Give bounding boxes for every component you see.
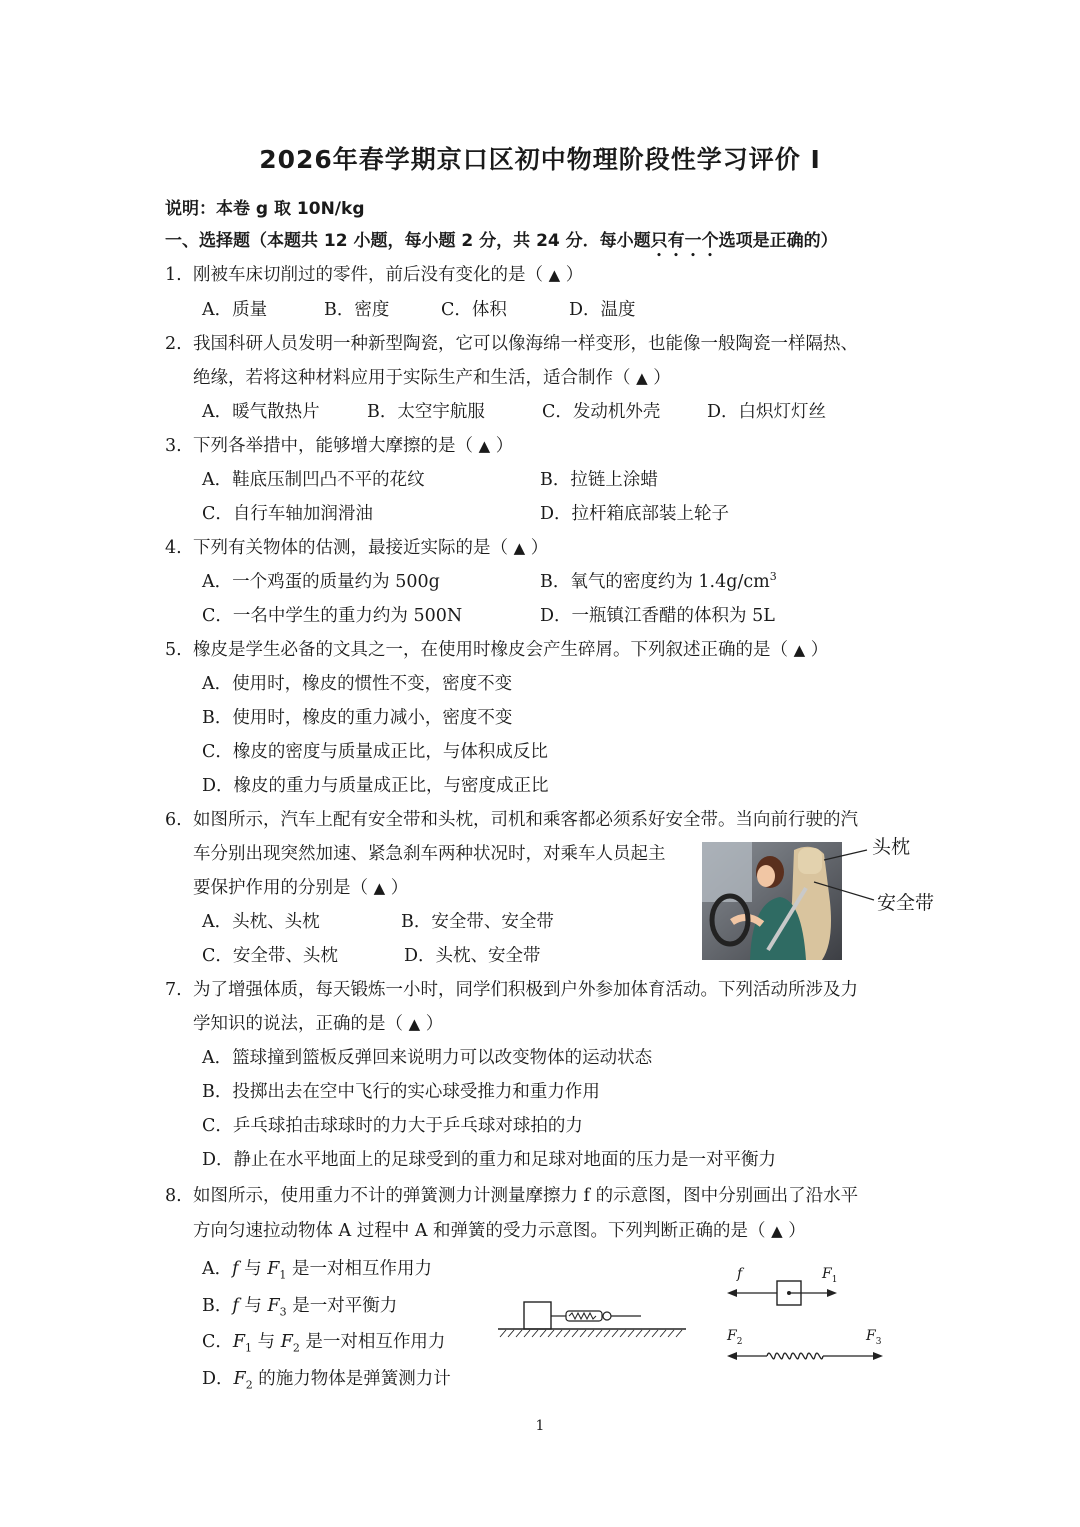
q4-option-d[interactable]: D．一瓶镇江香醋的体积为 5L — [540, 606, 775, 626]
label-f2: $F_2$ — [727, 1328, 743, 1347]
question-6-line3: 要保护作用的分别是（ ▲ ） — [193, 878, 409, 898]
q2-option-d[interactable]: D．白炽灯灯丝 — [707, 402, 827, 422]
q1-option-a[interactable]: A．质量 — [202, 300, 268, 320]
q1-option-d[interactable]: D．温度 — [569, 300, 636, 320]
q4-option-a[interactable]: A．一个鸡蛋的质量约为 500g — [202, 572, 440, 592]
label-f: f — [737, 1266, 743, 1282]
block-a — [524, 1302, 551, 1329]
q8-option-d[interactable]: D．$F_2$ 的施力物体是弹簧测力计 — [202, 1369, 451, 1392]
question-6: 6. 如图所示，汽车上配有安全带和头枕，司机和乘客都必须系好安全带。当向前行驶的汽 — [165, 810, 858, 830]
q2-option-c[interactable]: C．发动机外壳 — [542, 402, 661, 422]
question-3: 3. 下列各举措中，能够增大摩擦的是（ ▲ ） — [165, 436, 514, 456]
question-2: 2. 我国科研人员发明一种新型陶瓷，它可以像海绵一样变形，也能像一般陶瓷一样隔热、 — [165, 334, 858, 354]
q2-option-b[interactable]: B．太空宇航服 — [367, 402, 485, 422]
q5-option-d[interactable]: D．橡皮的重力与质量成正比，与密度成正比 — [202, 776, 549, 796]
q1-option-b[interactable]: B．密度 — [324, 300, 390, 320]
q5-option-a[interactable]: A．使用时，橡皮的惯性不变，密度不变 — [202, 674, 513, 694]
q3-option-c[interactable]: C．自行车轴加润滑油 — [202, 504, 373, 524]
q2-option-a[interactable]: A．暖气散热片 — [202, 402, 320, 422]
label-seatbelt: 安全带 — [877, 892, 935, 914]
q8-option-c[interactable]: C．$F_1$ 与 $F_2$ 是一对相互作用力 — [202, 1332, 446, 1355]
q7-option-a[interactable]: A．篮球撞到篮板反弹回来说明力可以改变物体的运动状态 — [202, 1048, 653, 1068]
question-8: 8. 如图所示，使用重力不计的弹簧测力计测量摩擦力 f 的示意图，图中分别画出了沿水平 — [165, 1186, 859, 1206]
page-number: 1 — [535, 1418, 545, 1434]
q6-option-d[interactable]: D．头枕、安全带 — [404, 946, 541, 966]
question-4: 4. 下列有关物体的估测，最接近实际的是（ ▲ ） — [165, 538, 549, 558]
spring-force-diagram — [725, 1344, 885, 1370]
q3-option-a[interactable]: A．鞋底压制凹凸不平的花纹 — [202, 470, 425, 490]
q7-option-b[interactable]: B．投掷出去在空中飞行的实心球受推力和重力作用 — [202, 1082, 600, 1102]
q1-option-c[interactable]: C．体积 — [441, 300, 507, 320]
q6-option-c[interactable]: C．安全带、头枕 — [202, 946, 338, 966]
spring-coil — [767, 1353, 823, 1359]
label-f1: $F_1$ — [822, 1266, 838, 1285]
question-7-line2: 学知识的说法，正确的是（ ▲ ） — [193, 1014, 444, 1034]
q6-option-a[interactable]: A．头枕、头枕 — [202, 912, 320, 932]
q7-option-c[interactable]: C．乒乓球拍击球球时的力大于乒乓球对球拍的力 — [202, 1116, 583, 1136]
section-heading: 一、选择题（本题共 12 小题，每小题 2 分，共 24 分．每小题只有一个选项是正确的） — [165, 231, 838, 251]
q4-option-c[interactable]: C．一名中学生的重力约为 500N — [202, 606, 463, 626]
q5-option-c[interactable]: C．橡皮的密度与质量成正比，与体积成反比 — [202, 742, 548, 762]
question-2-line2: 绝缘，若将这种材料应用于实际生产和生活，适合制作（ ▲ ） — [193, 368, 671, 388]
exam-note: 说明：本卷 g 取 10N/kg — [165, 199, 365, 219]
q8-option-b[interactable]: B．f 与 $F_3$ 是一对平衡力 — [202, 1296, 398, 1319]
q3-option-b[interactable]: B．拉链上涂蜡 — [540, 470, 658, 490]
q4-option-b[interactable]: B．氧气的密度约为 $1.4g/cm^3$ — [540, 570, 777, 592]
q5-option-b[interactable]: B．使用时，橡皮的重力减小，密度不变 — [202, 708, 513, 728]
page-title: 2026年春学期京口区初中物理阶段性学习评价 I — [259, 145, 821, 174]
label-f3: $F_3$ — [866, 1328, 882, 1347]
q7-option-d[interactable]: D．静止在水平地面上的足球受到的重力和足球对地面的压力是一对平衡力 — [202, 1150, 777, 1170]
question-1: 1. 刚被车床切削过的零件，前后没有变化的是（ ▲ ） — [165, 265, 584, 285]
q3-option-d[interactable]: D．拉杆箱底部装上轮子 — [540, 504, 730, 524]
question-6-line2: 车分别出现突然加速、紧急刹车两种状况时，对乘车人员起主 — [193, 844, 666, 864]
q8-option-a[interactable]: A．f 与 $F_1$ 是一对相互作用力 — [202, 1259, 432, 1282]
q6-option-b[interactable]: B．安全带、安全带 — [401, 912, 554, 932]
question-8-line2: 方向匀速拉动物体 A 过程中 A 和弹簧的受力示意图。下列判断正确的是（ ▲ ） — [193, 1221, 806, 1241]
question-7: 7. 为了增强体质，每天锻炼一小时，同学们积极到户外参加体育活动。下列活动所涉及力 — [165, 980, 858, 1000]
question-5: 5. 橡皮是学生必备的文具之一，在使用时橡皮会产生碎屑。下列叙述正确的是（ ▲ ） — [165, 640, 829, 660]
spring-scale-setup-figure — [496, 1296, 691, 1342]
label-headrest: 头枕 — [872, 836, 911, 858]
